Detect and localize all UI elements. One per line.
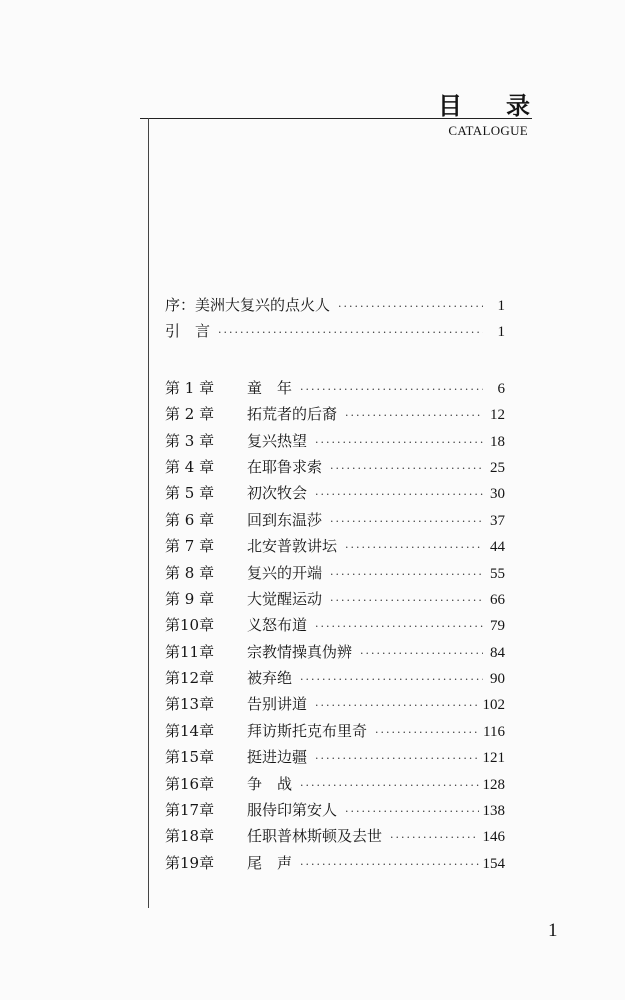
toc-page: 1 bbox=[497, 324, 505, 341]
leader-dots bbox=[300, 667, 483, 693]
chapter-page: 6 bbox=[497, 380, 505, 397]
header-rule bbox=[140, 118, 532, 119]
toc-row-chapter[interactable] bbox=[165, 454, 505, 480]
chapter-label: 第 2 章 bbox=[165, 405, 215, 424]
chapter-page: 121 bbox=[482, 750, 505, 767]
page-number: 1 bbox=[548, 920, 558, 941]
chapter-title: 初次牧会 bbox=[247, 484, 308, 503]
table-of-contents bbox=[165, 292, 505, 876]
leader-dots bbox=[345, 535, 483, 561]
chapter-label: 第 9 章 bbox=[165, 589, 215, 608]
page-title bbox=[438, 86, 530, 121]
chapter-label: 第16章 bbox=[165, 774, 215, 793]
chapter-label: 第19章 bbox=[165, 853, 215, 872]
chapter-title: 大觉醒运动 bbox=[247, 589, 323, 608]
toc-row-chapter[interactable] bbox=[165, 428, 505, 454]
chapter-title: 任职普林斯顿及去世 bbox=[247, 827, 383, 846]
leader-dots bbox=[375, 720, 479, 746]
toc-row-chapter[interactable] bbox=[165, 850, 505, 876]
toc-row-chapter[interactable] bbox=[165, 797, 505, 823]
chapter-page: 128 bbox=[482, 776, 505, 793]
leader-dots bbox=[390, 825, 478, 851]
chapter-label: 第 6 章 bbox=[165, 510, 215, 529]
page-subtitle: CATALOGUE bbox=[448, 123, 528, 138]
toc-row-chapter[interactable] bbox=[165, 507, 505, 533]
chapter-page: 116 bbox=[483, 723, 505, 740]
leader-dots bbox=[315, 430, 483, 456]
chapter-label: 第 1 章 bbox=[165, 378, 215, 397]
chapter-title: 告别讲道 bbox=[247, 695, 308, 714]
chapter-label: 第 5 章 bbox=[165, 484, 215, 503]
chapter-list bbox=[165, 375, 505, 876]
chapter-label: 第14章 bbox=[165, 721, 215, 740]
leader-dots bbox=[315, 482, 483, 508]
leader-dots bbox=[218, 320, 483, 346]
leader-dots bbox=[300, 377, 483, 403]
chapter-title: 拜访斯托克布里奇 bbox=[247, 721, 368, 740]
toc-row-chapter[interactable] bbox=[165, 823, 505, 849]
chapter-page: 55 bbox=[490, 565, 505, 582]
leader-dots bbox=[345, 799, 478, 825]
chapter-label: 第18章 bbox=[165, 827, 215, 846]
leader-dots bbox=[345, 403, 483, 429]
chapter-page: 90 bbox=[490, 671, 505, 688]
margin-rule bbox=[148, 118, 149, 908]
chapter-label: 第15章 bbox=[165, 748, 215, 767]
chapter-page: 102 bbox=[482, 697, 505, 714]
toc-row-chapter[interactable] bbox=[165, 744, 505, 770]
toc-row-chapter[interactable] bbox=[165, 375, 505, 401]
chapter-title: 被弃绝 bbox=[247, 669, 293, 688]
chapter-label: 第 8 章 bbox=[165, 563, 215, 582]
toc-row-chapter[interactable] bbox=[165, 718, 505, 744]
chapter-label: 第13章 bbox=[165, 695, 215, 714]
chapter-label: 第11章 bbox=[165, 642, 215, 661]
chapter-title: 在耶鲁求索 bbox=[247, 457, 323, 476]
toc-row-chapter[interactable] bbox=[165, 639, 505, 665]
toc-row-chapter[interactable] bbox=[165, 612, 505, 638]
chapter-title: 宗教情操真伪辨 bbox=[247, 642, 353, 661]
title-char-2: 录 bbox=[506, 91, 530, 120]
leader-dots bbox=[330, 509, 483, 535]
title-char-1: 目 bbox=[438, 91, 462, 120]
chapter-page: 138 bbox=[482, 803, 505, 820]
leader-dots bbox=[315, 693, 478, 719]
chapter-page: 66 bbox=[490, 591, 505, 608]
chapter-title: 回到东温莎 bbox=[247, 510, 323, 529]
toc-title: 序：美洲大复兴的点火人 bbox=[165, 296, 331, 314]
toc-row-chapter[interactable] bbox=[165, 533, 505, 559]
chapter-label: 第 3 章 bbox=[165, 431, 215, 450]
chapter-page: 154 bbox=[482, 855, 505, 872]
chapter-title: 复兴热望 bbox=[247, 431, 308, 450]
chapter-title: 复兴的开端 bbox=[247, 563, 323, 582]
chapter-title: 服侍印第安人 bbox=[247, 801, 338, 820]
chapter-title: 争 战 bbox=[247, 774, 293, 793]
chapter-page: 79 bbox=[490, 618, 505, 635]
toc-row-chapter[interactable] bbox=[165, 586, 505, 612]
chapter-title: 尾 声 bbox=[247, 853, 293, 872]
chapter-title: 拓荒者的后裔 bbox=[247, 405, 338, 424]
toc-row-introduction[interactable] bbox=[165, 318, 505, 344]
toc-row-chapter[interactable] bbox=[165, 665, 505, 691]
toc-row-chapter[interactable] bbox=[165, 691, 505, 717]
section-gap bbox=[165, 345, 505, 375]
toc-row-chapter[interactable] bbox=[165, 560, 505, 586]
leader-dots bbox=[330, 562, 483, 588]
toc-page: 1 bbox=[497, 298, 505, 314]
leader-dots bbox=[300, 852, 478, 878]
chapter-title: 挺进边疆 bbox=[247, 748, 308, 767]
chapter-page: 25 bbox=[490, 459, 505, 476]
chapter-title: 北安普敦讲坛 bbox=[247, 537, 338, 556]
chapter-page: 146 bbox=[482, 829, 505, 846]
chapter-page: 12 bbox=[490, 407, 505, 424]
leader-dots bbox=[300, 773, 478, 799]
leader-dots bbox=[315, 746, 478, 772]
toc-title: 引 言 bbox=[165, 322, 211, 341]
chapter-page: 30 bbox=[490, 486, 505, 503]
chapter-label: 第12章 bbox=[165, 669, 215, 688]
chapter-page: 84 bbox=[490, 644, 505, 661]
toc-row-preface[interactable] bbox=[165, 292, 505, 318]
toc-row-chapter[interactable] bbox=[165, 480, 505, 506]
chapter-page: 37 bbox=[490, 512, 505, 529]
chapter-title: 义怒布道 bbox=[247, 616, 308, 635]
toc-row-chapter[interactable] bbox=[165, 401, 505, 427]
leader-dots bbox=[315, 614, 483, 640]
chapter-label: 第17章 bbox=[165, 801, 215, 820]
chapter-label: 第 4 章 bbox=[165, 457, 215, 476]
leader-dots bbox=[338, 294, 483, 320]
chapter-title: 童 年 bbox=[247, 378, 293, 397]
leader-dots bbox=[330, 456, 483, 482]
chapter-page: 44 bbox=[490, 539, 505, 556]
leader-dots bbox=[330, 588, 483, 614]
chapter-label: 第 7 章 bbox=[165, 537, 215, 556]
toc-row-chapter[interactable] bbox=[165, 771, 505, 797]
chapter-label: 第10章 bbox=[165, 616, 215, 635]
chapter-page: 18 bbox=[490, 433, 505, 450]
leader-dots bbox=[360, 641, 483, 667]
